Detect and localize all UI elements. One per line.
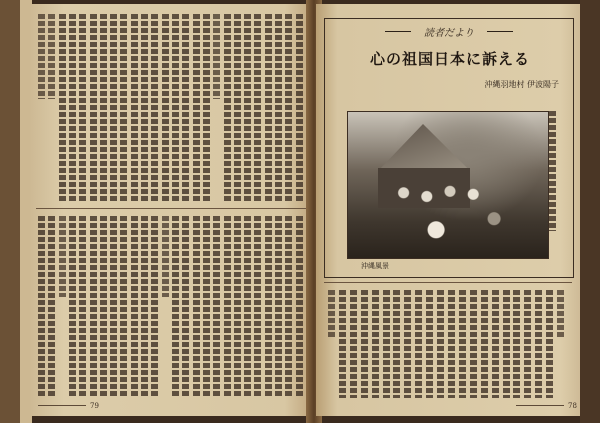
section-kicker: 読者だより bbox=[385, 24, 513, 39]
text-column bbox=[48, 14, 55, 99]
text-column bbox=[244, 14, 251, 202]
text-column bbox=[38, 216, 45, 396]
text-column bbox=[48, 216, 55, 396]
text-column bbox=[481, 290, 488, 398]
text-column bbox=[110, 14, 117, 202]
text-column bbox=[193, 14, 200, 202]
right-page-number: 78 bbox=[568, 402, 577, 410]
text-column bbox=[162, 216, 169, 297]
text-column bbox=[141, 216, 148, 396]
text-column bbox=[492, 290, 499, 398]
text-column bbox=[38, 14, 45, 99]
text-column bbox=[90, 216, 97, 396]
thatched-roof bbox=[368, 124, 478, 170]
text-column bbox=[285, 14, 292, 202]
text-column bbox=[100, 216, 107, 396]
text-column bbox=[426, 290, 433, 398]
left-mid-rule bbox=[36, 208, 308, 209]
text-column bbox=[448, 290, 455, 398]
text-column bbox=[151, 14, 158, 202]
article-box bbox=[324, 18, 574, 278]
text-column bbox=[59, 14, 66, 202]
text-column bbox=[203, 216, 210, 396]
binding-edge-left bbox=[0, 0, 32, 423]
text-column bbox=[459, 290, 466, 398]
text-column bbox=[69, 216, 76, 396]
text-column bbox=[524, 290, 531, 398]
text-column bbox=[503, 290, 510, 398]
left-page-number: 79 bbox=[90, 402, 99, 410]
article-byline: 沖縄羽地村 伊波陽子 bbox=[484, 80, 559, 89]
text-column bbox=[339, 290, 346, 398]
text-column bbox=[404, 290, 411, 398]
text-column bbox=[100, 14, 107, 202]
text-column bbox=[296, 14, 303, 202]
text-column bbox=[172, 216, 179, 396]
page-edge-right bbox=[580, 0, 600, 423]
text-column bbox=[470, 290, 477, 398]
text-column bbox=[182, 14, 189, 202]
people-group bbox=[392, 178, 508, 252]
text-column bbox=[393, 290, 400, 398]
text-column bbox=[193, 216, 200, 396]
text-column bbox=[213, 216, 220, 396]
text-column bbox=[372, 290, 379, 398]
text-column bbox=[383, 290, 390, 398]
text-column bbox=[213, 14, 220, 99]
text-column bbox=[535, 290, 542, 398]
text-column bbox=[328, 290, 335, 339]
text-column bbox=[350, 290, 357, 398]
text-column bbox=[546, 290, 553, 398]
text-column bbox=[172, 14, 179, 202]
text-column bbox=[296, 216, 303, 396]
text-column bbox=[513, 290, 520, 398]
article-title: 心の祖国日本に訴える bbox=[369, 50, 530, 68]
text-column bbox=[254, 14, 261, 202]
photo-caption: 沖縄風景 bbox=[361, 262, 389, 270]
text-column bbox=[224, 216, 231, 396]
left-folio-rule bbox=[38, 405, 86, 406]
okinawa-photo bbox=[347, 111, 549, 259]
text-column bbox=[361, 290, 368, 398]
text-column bbox=[69, 14, 76, 202]
text-column bbox=[151, 216, 158, 396]
text-column bbox=[79, 216, 86, 396]
text-column bbox=[275, 14, 282, 202]
text-column bbox=[557, 290, 564, 339]
text-column bbox=[90, 14, 97, 202]
text-column bbox=[182, 216, 189, 396]
text-column bbox=[265, 14, 272, 202]
text-column bbox=[275, 216, 282, 396]
text-column bbox=[415, 290, 422, 398]
text-column bbox=[234, 14, 241, 202]
text-column bbox=[244, 216, 251, 396]
text-column bbox=[549, 111, 556, 231]
text-column bbox=[141, 14, 148, 202]
right-page bbox=[316, 4, 582, 416]
right-folio-rule bbox=[516, 405, 564, 406]
text-column bbox=[203, 14, 210, 202]
text-column bbox=[120, 14, 127, 202]
text-column bbox=[79, 14, 86, 202]
text-column bbox=[110, 216, 117, 396]
left-page bbox=[30, 4, 313, 416]
text-column bbox=[59, 216, 66, 297]
text-column bbox=[285, 216, 292, 396]
text-column bbox=[254, 216, 261, 396]
text-column bbox=[437, 290, 444, 398]
text-column bbox=[120, 216, 127, 396]
text-column bbox=[131, 14, 138, 202]
text-column bbox=[162, 14, 169, 202]
text-column bbox=[234, 216, 241, 396]
text-column bbox=[265, 216, 272, 396]
right-mid-rule bbox=[324, 282, 572, 283]
text-column bbox=[224, 14, 231, 202]
text-column bbox=[131, 216, 138, 396]
